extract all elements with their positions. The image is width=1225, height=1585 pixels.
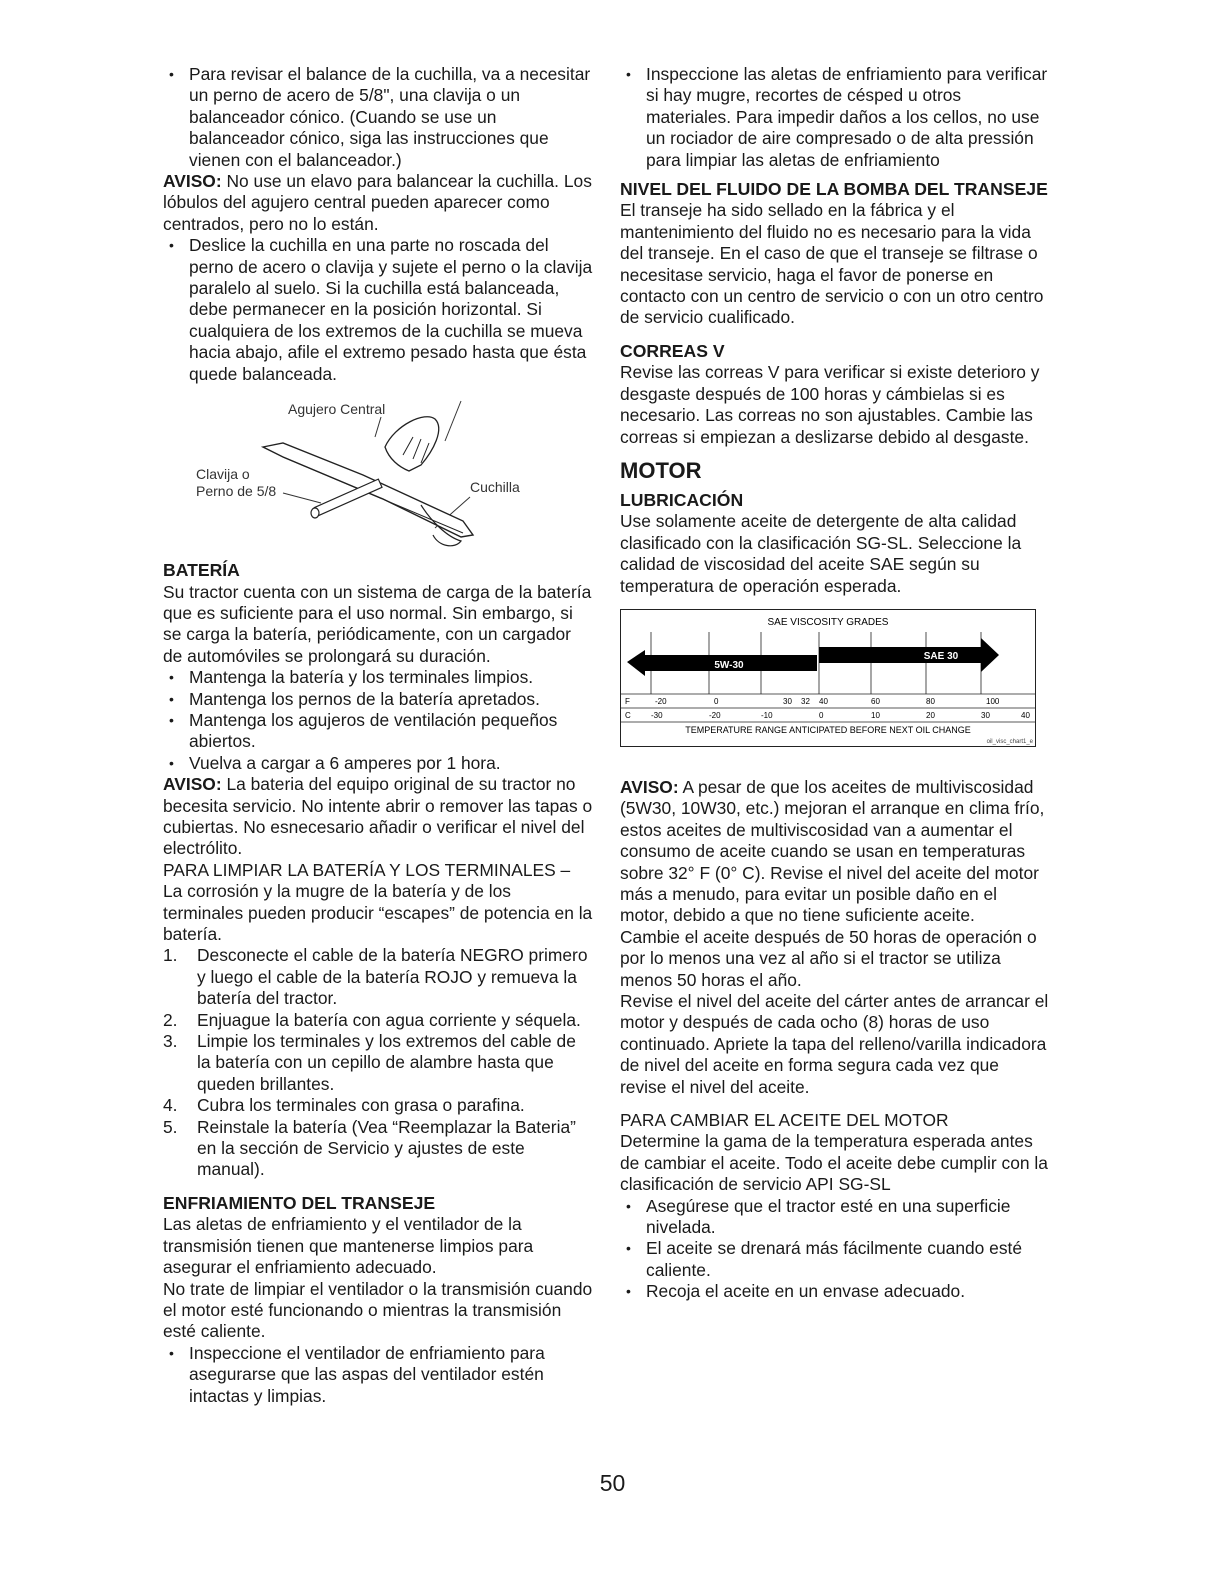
chart-code: oil_visc_chart1_e xyxy=(986,738,1033,745)
limpiar-heading: PARA LIMPIAR LA BATERÍA Y LOS TERMINALES – xyxy=(163,859,571,880)
bar-sae30-label: SAE 30 xyxy=(923,650,959,662)
bateria-bullet: • Vuelva a cargar a 6 amperes por 1 hora. xyxy=(163,753,593,774)
right-column xyxy=(620,64,1050,1303)
cambiar-bullet: • El aceite se drenará más fácilmente cuando esté caliente. xyxy=(620,1238,1050,1281)
nivel-heading: NIVEL DEL FLUIDO DE LA BOMBA DEL TRANSEJE xyxy=(620,179,1048,200)
enfriamiento-text: No trate de limpiar el ventilador o la transmisión cuando el motor esté funcionando o mientras la transmisión esté caliente. xyxy=(163,1278,593,1342)
bateria-bullet: • Mantenga la batería y los terminales limpios. xyxy=(163,667,593,688)
c-tick-label: 0 xyxy=(819,710,824,720)
c-tick-label: -10 xyxy=(761,710,773,720)
lubricacion-heading: LUBRICACIÓN xyxy=(620,489,744,510)
aviso-text: A pesar de que los aceites de multiviscosidad (5W30, 10W30, etc.) mejoran el arranque en clima frío, estos aceites de multiviscosidad van a aumentar el consumo de aceite cuando se usan en temperaturas sobre 32° F (0° C). Revise el nivel del aceite del motor más a menudo, para evitar un posible daño en el motor, debido a que no tiene suficiente aceite. xyxy=(620,776,1045,926)
bar-sae30 xyxy=(819,638,999,672)
aviso-label: AVISO: xyxy=(620,776,679,797)
aviso-battery-note xyxy=(163,774,593,860)
aviso-text: La bateria del equipo original de su tractor no becesita servicio. No intente abrir o remover las tapas o cubiertas. No esnecesario añadir o verificar el nivel del electrólito. xyxy=(163,774,593,859)
f-tick-label: 40 xyxy=(819,696,828,706)
step-item: 4. Cubra los terminales con grasa o parafina. xyxy=(163,1095,525,1116)
aviso-nail-note xyxy=(163,171,593,235)
cambiar-text: Determine la gama de la temperatura esperada antes de cambiar el aceite. Todo el aceite debe cumplir con la clasificación de servicio API SG-SL xyxy=(620,1131,1048,1195)
bar-5w30-label: 5W-30 xyxy=(714,659,744,671)
label-perno: Perno de 5/8 xyxy=(196,483,277,500)
label-agujero-central: Agujero Central xyxy=(288,401,386,418)
step-item: 3. Limpie los terminales y los extremos del cable de la batería con un cepillo de alambre hasta que queden brillantes. xyxy=(163,1031,576,1094)
revise-text: Revise el nivel del aceite del cárter antes de arrancar el motor y después de cada ocho (8) horas de uso continuado. Apriete la tapa del relleno/varilla indicadora de nivel del aceite en forma segura cada vez que revise el nivel del aceite. xyxy=(620,991,1049,1097)
blade-balance-figure xyxy=(163,385,593,560)
blade-slide-paragraph: • Deslice la cuchilla en una parte no roscada del perno de acero o clavija y sujete el perno o la clavija paralelo al suelo. Si la cuchilla está balanceada, debe permanecer en la posición horizontal. Si cualquiera de los extremos de la cuchilla se mueva hacia abajo, afile el extremo pesado hasta que ésta quede balanceada. xyxy=(163,235,593,385)
bateria-bullet: • Mantenga los agujeros de ventilación pequeños abiertos. xyxy=(163,710,593,753)
f-axis-label: F xyxy=(625,696,630,706)
correas-text: Revise las correas V para verificar si existe deterioro y desgaste después de 100 horas y cámbielas si es necesario. Las correas no son ajustables. Cambie las correas si empiezan a deslizarse debido al desgaste. xyxy=(620,362,1040,447)
bateria-heading: BATERÍA xyxy=(163,560,240,581)
blade-illustration xyxy=(163,385,593,560)
c-tick-label: -20 xyxy=(709,710,721,720)
lubricacion-text: Use solamente aceite de detergente de alta calidad clasificado con la clasificación SG-SL. Seleccione la calidad de viscosidad del aceite SAE según su temperatura de operación esperada. xyxy=(620,511,1022,596)
aviso-text: No use un elavo para balancear la cuchilla. Los lóbulos del agujero central pueden aparecer como centrados, pero no lo están. xyxy=(163,171,592,234)
correas-heading: CORREAS V xyxy=(620,340,725,361)
f-tick-label: 60 xyxy=(871,696,880,706)
cambiar-bullet: • Asegúrese que el tractor esté en una superficie nivelada. xyxy=(620,1196,1050,1239)
step-item: 2. Enjuague la batería con agua corriente y séquela. xyxy=(163,1009,581,1030)
nivel-text: El transeje ha sido sellado en la fábrica y el mantenimiento del fluido no es necesario para la vida del transeje. En el caso de que el transeje se filtrase o necesitase servicio, haga el favor de ponerse en contacto con un centro de servicio o con un otro centro de servicio cualificado. xyxy=(620,200,1044,328)
enfriamiento-bullet: • Inspeccione el ventilador de enfriamiento para asegurarse que las aspas del ventilador estén intactas y limpias. xyxy=(163,1343,593,1407)
aletas-bullet: • Inspeccione las aletas de enfriamiento para verificar si hay mugre, recortes de césped u otros materiales. Para impedir daños a los cellos, no use un rociador de aire compresado o de alta pressión para limpiar las aletas de enfriamiento xyxy=(620,64,1050,171)
left-column xyxy=(163,64,593,1407)
label-cuchilla: Cuchilla xyxy=(470,479,520,496)
step-item: 5. Reinstale la batería (Vea “Reemplazar la Bateria” en la sección de Servicio y ajustes de este manual). xyxy=(163,1116,576,1180)
cambiar-heading: PARA CAMBIAR EL ACEITE DEL MOTOR xyxy=(620,1110,949,1131)
step-item: 1. Desconecte el cable de la batería NEGRO primero y luego el cable de la batería ROJO y remueva la batería del tractor. xyxy=(163,945,588,1009)
chart-title: SAE VISCOSITY GRADES xyxy=(767,616,889,628)
cambie-text: Cambie el aceite después de 50 horas de operación o por lo menos una vez al año si el tractor se utiliza menos 50 horas el año. xyxy=(620,926,1037,990)
f-tick-label: 0 xyxy=(714,696,719,706)
viscosity-chart-svg xyxy=(621,610,1035,746)
chart-footer: TEMPERATURE RANGE ANTICIPATED BEFORE NEXT OIL CHANGE xyxy=(685,724,971,735)
c-tick-label: 10 xyxy=(871,710,880,720)
page-number: 50 xyxy=(599,1470,626,1496)
c-tick-label: 30 xyxy=(981,710,990,720)
f-tick-label: 80 xyxy=(926,696,935,706)
sae-viscosity-chart xyxy=(620,609,1036,747)
aviso-oil-note xyxy=(620,777,1050,927)
label-clavija: Clavija o xyxy=(196,466,250,483)
f-tick-label: 100 xyxy=(986,696,1000,706)
f-tick-label: -20 xyxy=(655,696,667,706)
limpiar-text: La corrosión y la mugre de la batería y de los terminales pueden producir “escapes” de potencia en la batería. xyxy=(163,881,593,944)
cambiar-bullet: • Recoja el aceite en un envase adecuado. xyxy=(620,1281,1050,1302)
c-tick-label: 40 xyxy=(1021,710,1030,720)
c-tick-label: 20 xyxy=(926,710,935,720)
f-tick-label: 30 xyxy=(783,696,792,706)
aviso-label: AVISO: xyxy=(163,171,222,192)
motor-heading: MOTOR xyxy=(620,457,702,483)
blade-balance-paragraph: • Para revisar el balance de la cuchilla, va a necesitar un perno de acero de 5/8", una clavija o un balanceador cónico. (Cuando se use un balanceador cónico, siga las instrucciones que vienen con el balanceador.) xyxy=(163,64,593,171)
bateria-text: Su tractor cuenta con un sistema de carga de la batería que es suficiente para el uso normal. Sin embargo, si se carga la batería, periódicamente, con un cargador de automóviles se prolongará su duración. xyxy=(163,581,592,666)
aviso-label: AVISO: xyxy=(163,774,222,795)
c-axis-label: C xyxy=(625,710,631,720)
bateria-bullet: • Mantenga los pernos de la batería apretados. xyxy=(163,689,593,710)
enfriamiento-text: Las aletas de enfriamiento y el ventilador de la transmisión tienen que mantenerse limpios para asegurar el enfriamiento adecuado. xyxy=(163,1214,534,1278)
enfriamiento-heading: ENFRIAMIENTO DEL TRANSEJE xyxy=(163,1192,436,1213)
f-tick-label: 32 xyxy=(801,696,810,706)
c-tick-label: -30 xyxy=(651,710,663,720)
